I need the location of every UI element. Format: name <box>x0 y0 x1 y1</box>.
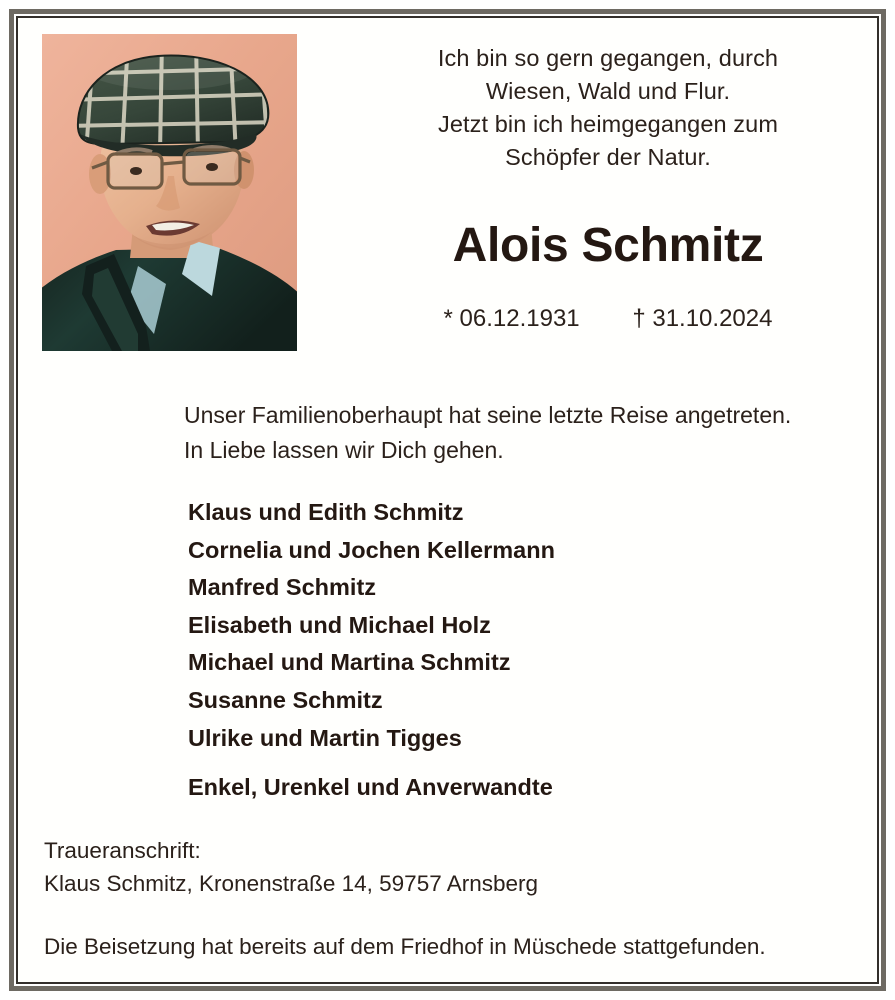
life-dates <box>348 304 868 334</box>
list-item: Klaus und Edith Schmitz <box>188 499 464 525</box>
extended-family-line: Enkel, Urenkel und Anverwandte <box>188 774 553 800</box>
poem-line: Ich bin so gern gegangen, durch <box>437 45 779 71</box>
poem-line: Wiesen, Wald und Flur. <box>485 78 731 104</box>
list-item: Susanne Schmitz <box>188 686 383 713</box>
funeral-note: Die Beisetzung hat bereits auf dem Friedhof in Müschede stattgefunden. <box>44 934 766 959</box>
list-item: Elisabeth und Michael Holz <box>188 611 491 638</box>
list-item: Manfred Schmitz <box>188 574 377 601</box>
portrait-photo-image <box>42 34 297 351</box>
frame-band <box>9 9 886 991</box>
intro-line: Unser Familienoberhaupt hat seine letzte Reise angetreten. <box>184 402 792 428</box>
mourning-address <box>44 834 844 900</box>
death-notice-page <box>16 16 879 984</box>
list-item: Ulrike und Martin Tigges <box>188 724 462 751</box>
address-value: Klaus Schmitz, Kronenstraße 14, 59757 Arnsberg <box>44 871 539 896</box>
birth-date: * 06.12.1931 <box>443 305 580 332</box>
mourners-list <box>188 494 828 757</box>
portrait-photo <box>42 34 297 351</box>
death-date: † 31.10.2024 <box>632 305 773 332</box>
poem-line: Schöpfer der Natur. <box>505 144 711 170</box>
memorial-poem <box>348 42 868 174</box>
deceased-name: Alois Schmitz <box>452 219 764 272</box>
intro-line: In Liebe lassen wir Dich gehen. <box>184 437 504 463</box>
intro-text <box>184 398 864 468</box>
list-item: Cornelia und Jochen Kellermann <box>188 536 555 563</box>
poem-line: Jetzt bin ich heimgegangen zum <box>437 111 779 137</box>
list-item: Michael und Martina Schmitz <box>188 649 511 676</box>
address-label: Traueranschrift: <box>44 838 201 863</box>
